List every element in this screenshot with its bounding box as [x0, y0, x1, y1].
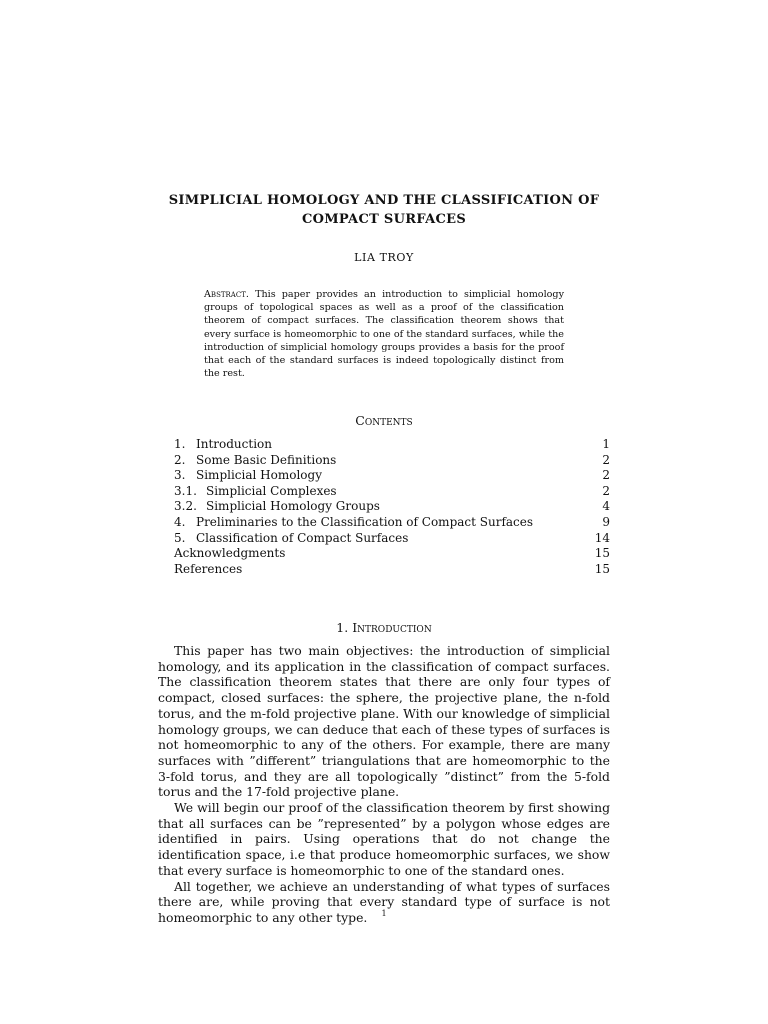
section-body [158, 643, 610, 926]
toc-entry-label [174, 515, 533, 531]
toc-entry-page: 2 [602, 452, 610, 467]
table-of-contents [174, 437, 610, 577]
toc-entry-title: Acknowledgments [174, 546, 286, 561]
paragraph: All together, we achieve an understanding of what types of surfaces there are, while proving that every standard type of surface is not homeomorphic to any other type. [158, 878, 610, 925]
toc-entry-number: 3.1. [174, 483, 197, 498]
toc-entry-number: 5. [174, 530, 186, 545]
section-heading [0, 620, 768, 635]
toc-entry-label [174, 468, 322, 484]
toc-entry-title: Introduction [196, 437, 272, 451]
toc-entry-title: Some Basic Definitions [196, 452, 337, 467]
abstract-label: Abstract. [204, 289, 249, 300]
toc-entry-title: References [174, 561, 243, 576]
toc-entry-title: Simplicial Homology Groups [206, 499, 380, 514]
toc-entry-label [174, 531, 408, 547]
toc-entry[interactable] [174, 453, 610, 469]
toc-entry-label [174, 437, 272, 453]
toc-entry[interactable] [174, 531, 610, 547]
toc-entry-page: 15 [594, 546, 610, 561]
toc-entry-page: 2 [602, 468, 610, 483]
toc-entry-label [174, 562, 242, 578]
contents-heading: Contents [355, 413, 413, 428]
section-title: Introduction [352, 620, 432, 635]
toc-entry-title: Simplicial Complexes [206, 483, 337, 498]
toc-entry-number: 4. [174, 514, 186, 529]
toc-entry[interactable] [174, 562, 610, 578]
section-number: 1. [336, 620, 349, 635]
abstract-text: This paper provides an introduction to simplicial homology groups of topological spaces as well as a proof of the classification theorem of compact surfaces. The classification theorem shows that every surface is homeomorphic to one of the standard surfaces, while the introduction of simplicial homology groups provides a basis for the proof that each of the standard surfaces is indeed topologically distinct from the rest. [204, 289, 564, 380]
toc-entry[interactable] [174, 499, 610, 515]
toc-entry-label [174, 546, 285, 562]
paragraph: We will begin our proof of the classification theorem by first showing that all surfaces can be ”represented” by a polygon whose edges are identified in pairs. Using operations that do not change the identification space, i.e that produce homeomorphic surfaces, we show that every surface is homeomorphic to one of the standard ones. [158, 800, 610, 878]
toc-entry-page: 14 [594, 530, 610, 545]
toc-entry-title: Preliminaries to the Classification of Compact Surfaces [196, 514, 534, 529]
toc-entry-label [174, 499, 380, 515]
toc-entry-page: 1 [602, 437, 610, 451]
toc-entry-page: 15 [594, 561, 610, 576]
toc-entry[interactable] [174, 515, 610, 531]
title-line-1: SIMPLICIAL HOMOLOGY AND THE CLASSIFICATION OF [168, 193, 600, 208]
toc-entry-page: 4 [602, 499, 610, 514]
toc-entry-number: 1. [174, 437, 186, 451]
toc-entry-page: 2 [602, 483, 610, 498]
page-number: 1 [381, 909, 387, 918]
paper-title [120, 191, 648, 229]
toc-entry-number: 3. [174, 468, 186, 483]
toc-entry[interactable] [174, 468, 610, 484]
paragraph: This paper has two main objectives: the introduction of simplicial homology, and its application in the classification of compact surfaces. The classification theorem states that there are only four types of compact, closed surfaces: the sphere, the projective plane, the n-fold torus, and the m-fold projective plane. With our knowledge of simplicial homology groups, we can deduce that each of these types of surfaces is not homeomorphic to any of the others. For example, there are many surfaces with ”different” triangulations that are homeomorphic to the 3-fold torus, and they are all topologically ”distinct” from the 5-fold torus and the 17-fold projective plane. [158, 643, 610, 800]
toc-entry[interactable] [174, 546, 610, 562]
toc-entry-title: Classification of Compact Surfaces [196, 530, 409, 545]
toc-entry-label [174, 453, 336, 469]
toc-entry-page: 9 [602, 514, 610, 529]
toc-entry-number: 2. [174, 452, 186, 467]
toc-entry-number: 3.2. [174, 499, 197, 514]
abstract [204, 288, 564, 380]
toc-entry-label [174, 484, 337, 500]
toc-entry[interactable] [174, 484, 610, 500]
author-name: LIA TROY [354, 251, 414, 264]
toc-entry[interactable] [174, 437, 610, 453]
title-line-2: COMPACT SURFACES [301, 212, 467, 227]
toc-entry-title: Simplicial Homology [196, 468, 322, 483]
